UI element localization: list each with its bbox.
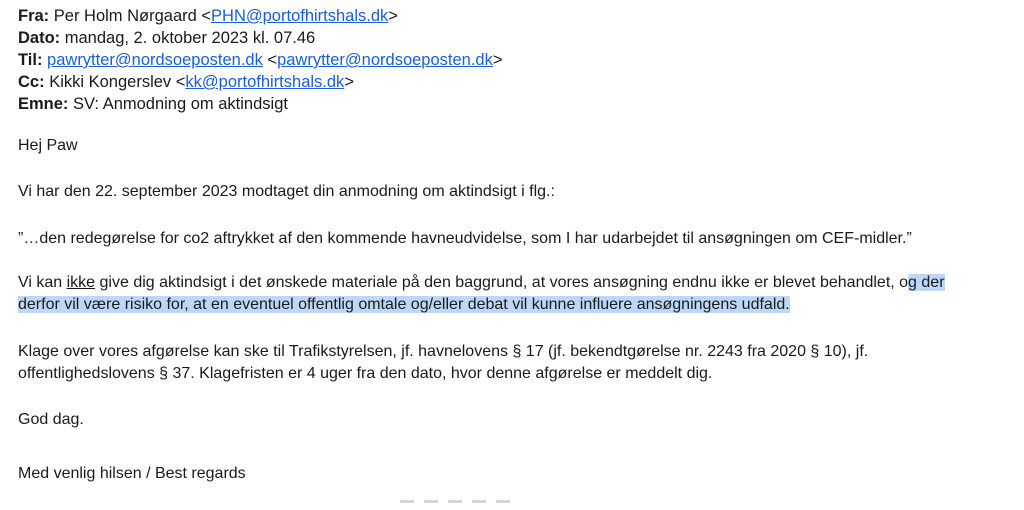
to-email-bracket-link[interactable]: pawrytter@nordsoeposten.dk [277,51,493,69]
decision-text-ikke: ikke [66,274,96,291]
cut-off-text-fragment [400,500,550,510]
subject-value: SV: Anmodning om aktindsigt [73,95,288,113]
selected-text-start[interactable]: g der [908,274,945,291]
cc-name: Kikki Kongerslev [49,73,172,91]
cc-label: Cc: [18,73,45,91]
signoff: Med venlig hilsen / Best regards [18,465,246,482]
to-email-link[interactable]: pawrytter@nordsoeposten.dk [47,51,263,69]
date-label: Dato: [18,29,61,47]
decision-text-b: give dig aktindsigt i det ønskede materiale på den baggrund, at vores ansøgning endnu ikke er blevet behandlet, o [95,274,909,291]
from-name: Per Holm Nørgaard [53,7,197,25]
paragraph-appeal-line2: offentlighedslovens § 37. Klagefristen er 4 uger fra den dato, hvor denne afgørelse er meddelt dig. [18,365,713,382]
decision-text-a: Vi kan [18,274,67,291]
header-subject [18,93,288,115]
paragraph-received: Vi har den 22. september 2023 modtaget din anmodning om aktindsigt i flg.: [18,183,555,200]
date-value: mandag, 2. oktober 2023 kl. 07.46 [64,29,316,47]
cc-email-link[interactable]: kk@portofhirtshals.dk [185,73,345,91]
paragraph-decision-line1 [18,272,945,294]
header-date [18,27,315,49]
greeting: Hej Paw [18,137,78,154]
to-label: Til: [18,51,43,69]
closing: God dag. [18,411,84,428]
paragraph-appeal-line1: Klage over vores afgørelse kan ske til Trafikstyrelsen, jf. havnelovens § 17 (jf. bekendtgørelse nr. 2243 fra 2020 § 10), jf. [18,343,869,360]
selected-text-end[interactable]: derfor vil være risiko for, at en eventuel offentlig omtale og/eller debat vil kunne influere ansøgningens udfald. [18,296,790,313]
header-cc: Cc: Kikki Kongerslev <kk@portofhirtshals.dk> [18,73,354,91]
header-to: Til: pawrytter@nordsoeposten.dk <pawrytter@nordsoeposten.dk> [18,51,503,69]
paragraph-decision-line2 [18,294,790,316]
header-from: Fra: Per Holm Nørgaard <PHN@portofhirtshals.dk> [18,7,398,25]
subject-label: Emne: [18,95,69,113]
from-label: Fra: [18,7,50,25]
from-email-link[interactable]: PHN@portofhirtshals.dk [211,7,389,25]
quoted-request: ”…den redegørelse for co2 aftrykket af den kommende havneudvidelse, som I har udarbejdet til ansøgningen om CEF-midler.” [18,230,912,247]
